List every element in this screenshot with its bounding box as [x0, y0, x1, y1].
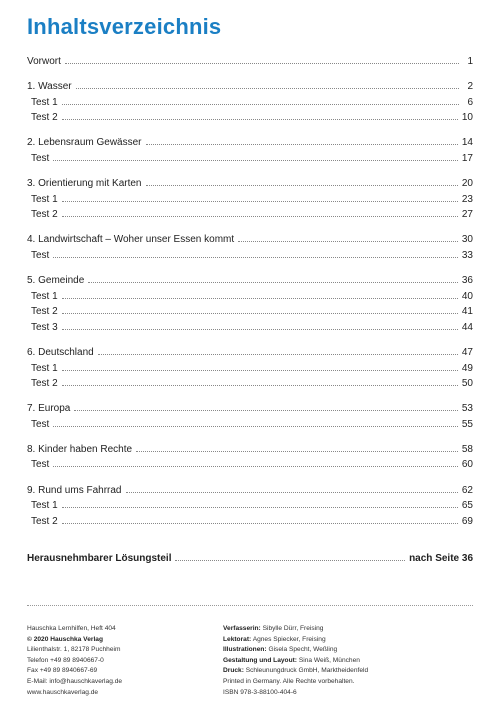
- leader-dots: [65, 62, 459, 64]
- leader-dots: [175, 559, 405, 561]
- toc-entry-label: Vorwort: [27, 56, 61, 67]
- toc-entry-label: Test 2: [31, 378, 58, 390]
- leader-dots: [62, 297, 458, 299]
- leader-dots: [62, 103, 459, 105]
- toc-entry-page: 23: [461, 193, 473, 205]
- imprint-credits: [223, 624, 368, 698]
- toc-subentry: [27, 498, 473, 514]
- leader-dots: [74, 409, 458, 411]
- toc-entry-page: 65: [461, 500, 473, 512]
- toc-subentry: [27, 248, 473, 264]
- imprint-line: Fax +49 89 8940667-69: [27, 667, 98, 675]
- imprint-credit-value: ISBN 978-3-88100-404-6: [223, 688, 297, 696]
- solution-section-row: [27, 553, 473, 564]
- imprint-line: © 2020 Hauschka Verlag: [27, 635, 103, 643]
- imprint-credit-line: [223, 624, 368, 635]
- toc-entry-label: Test: [31, 152, 50, 164]
- imprint-credit-key: Gestaltung und Layout:: [223, 656, 297, 664]
- leader-dots: [62, 312, 458, 314]
- toc-entry-label: Test: [31, 459, 50, 471]
- toc-entry-label: Test: [31, 249, 50, 261]
- toc-entry-page: 2: [467, 81, 473, 93]
- imprint-credit-line: [223, 666, 368, 677]
- leader-dots: [53, 425, 458, 427]
- toc-entry-label: Test 1: [31, 193, 58, 205]
- toc-entry-label: Test 2: [31, 306, 58, 318]
- toc-entry-page: 55: [461, 418, 473, 430]
- toc-entry-page: 30: [461, 234, 473, 246]
- toc-entry-page: 58: [461, 443, 473, 455]
- imprint-credit-line: [223, 635, 368, 646]
- imprint-line: Hauschka Lernhilfen, Heft 404: [27, 625, 116, 632]
- toc-subentry: [27, 320, 473, 336]
- toc-entry-page: 60: [461, 459, 473, 471]
- toc-entry: [27, 79, 473, 95]
- toc-subentry: [27, 151, 473, 167]
- toc-entry-label: Test 2: [31, 112, 58, 124]
- leader-dots: [62, 215, 458, 217]
- toc-entry-label: 8. Kinder haben Rechte: [27, 443, 133, 455]
- toc-entry-page: 41: [461, 306, 473, 318]
- imprint-line: Telefon +49 89 8940667-0: [27, 656, 104, 664]
- solution-section-page: nach Seite 36: [409, 553, 473, 564]
- leader-dots: [62, 328, 458, 330]
- imprint-credit-key: Lektorat:: [223, 635, 252, 643]
- leader-dots: [62, 384, 458, 386]
- toc-entry-page: 17: [461, 152, 473, 164]
- toc-subentry: [27, 457, 473, 473]
- imprint-line: www.hauschkaverlag.de: [27, 688, 99, 696]
- imprint-credit-value: Schleunungdruck GmbH, Marktheidenfeld: [245, 667, 369, 675]
- toc-subentry: [27, 110, 473, 126]
- leader-dots: [62, 369, 458, 371]
- leader-dots: [238, 240, 458, 242]
- imprint-credit-value: Sina Weiß, München: [298, 656, 360, 664]
- leader-dots: [98, 353, 458, 355]
- toc-entry-label: 2. Lebensraum Gewässer: [27, 137, 142, 149]
- footer-divider: [27, 605, 473, 606]
- imprint-publisher: [27, 624, 122, 698]
- solution-section-label: Herausnehmbarer Lösungsteil: [27, 553, 172, 564]
- toc-entry: [27, 135, 473, 151]
- imprint-credit-value: Gisela Specht, Weßling: [268, 646, 338, 654]
- toc-entry-page: 69: [461, 515, 473, 527]
- toc-entry-page: 20: [461, 178, 473, 190]
- toc-subentry: [27, 376, 473, 392]
- toc-entry-page: 49: [461, 362, 473, 374]
- table-of-contents: [27, 54, 473, 529]
- imprint-credit-line: [223, 645, 368, 656]
- toc-entry-label: Test: [31, 418, 50, 430]
- toc-entry-page: 33: [461, 249, 473, 261]
- leader-dots: [76, 87, 459, 89]
- imprint-credit-line: [223, 688, 368, 699]
- toc-entry-page: 1: [467, 56, 473, 67]
- toc-entry: [27, 54, 473, 70]
- toc-entry: [27, 483, 473, 499]
- imprint-credit-line: [223, 656, 368, 667]
- toc-entry-label: 7. Europa: [27, 403, 71, 415]
- leader-dots: [126, 491, 458, 493]
- toc-entry: [27, 401, 473, 417]
- toc-entry-page: 10: [461, 112, 473, 124]
- imprint-credit-value: Sibylle Dürr, Freising: [262, 625, 324, 632]
- toc-entry-label: Test 1: [31, 500, 58, 512]
- page-title: Inhaltsverzeichnis: [27, 14, 222, 39]
- leader-dots: [146, 184, 458, 186]
- imprint-credit-key: Illustrationen:: [223, 646, 267, 654]
- toc-entry-label: 5. Gemeinde: [27, 275, 85, 287]
- toc-entry-label: 3. Orientierung mit Karten: [27, 178, 142, 190]
- toc-entry-label: 4. Landwirtschaft – Woher unser Essen kommt: [27, 234, 235, 246]
- imprint-credit-line: [223, 677, 368, 688]
- imprint-credit-key: Verfasserin:: [223, 625, 261, 632]
- imprint-credit-value: Agnes Spiecker, Freising: [252, 635, 326, 643]
- leader-dots: [62, 522, 458, 524]
- toc-entry-label: Test 3: [31, 321, 58, 333]
- toc-entry-label: Test 1: [31, 290, 58, 302]
- toc-entry-label: 1. Wasser: [27, 81, 72, 93]
- toc-entry: [27, 273, 473, 289]
- toc-subentry: [27, 192, 473, 208]
- toc-entry-page: 40: [461, 290, 473, 302]
- imprint-credit-key: Druck:: [223, 667, 244, 675]
- toc-entry-label: Test 1: [31, 96, 58, 108]
- toc-subentry: [27, 304, 473, 320]
- toc-entry-page: 14: [461, 137, 473, 149]
- toc-entry-page: 47: [461, 346, 473, 358]
- toc-entry-page: 62: [461, 484, 473, 496]
- toc-entry-page: 36: [461, 275, 473, 287]
- leader-dots: [53, 465, 458, 467]
- toc-entry: [27, 345, 473, 361]
- leader-dots: [53, 159, 458, 161]
- toc-entry-label: Test 1: [31, 362, 58, 374]
- toc-subentry: [27, 417, 473, 433]
- toc-entry-label: 6. Deutschland: [27, 346, 94, 358]
- toc-entry: [27, 442, 473, 458]
- leader-dots: [88, 281, 458, 283]
- leader-dots: [146, 143, 458, 145]
- toc-entry-label: 9. Rund ums Fahrrad: [27, 484, 122, 496]
- toc-entry-page: 50: [461, 378, 473, 390]
- toc-entry: [27, 232, 473, 248]
- toc-entry-page: 44: [461, 321, 473, 333]
- leader-dots: [53, 256, 458, 258]
- toc-entry-page: 53: [461, 403, 473, 415]
- toc-entry: [27, 176, 473, 192]
- leader-dots: [136, 450, 458, 452]
- leader-dots: [62, 200, 458, 202]
- toc-entry-page: 27: [461, 209, 473, 221]
- toc-subentry: [27, 95, 473, 111]
- toc-entry-label: Test 2: [31, 515, 58, 527]
- toc-subentry: [27, 207, 473, 223]
- toc-subentry: [27, 361, 473, 377]
- toc-subentry: [27, 514, 473, 530]
- imprint-credit-value: Printed in Germany. Alle Rechte vorbehalten.: [223, 677, 355, 685]
- imprint-line: E-Mail: info@hauschkaverlag.de: [27, 677, 123, 685]
- toc-entry-label: Test 2: [31, 209, 58, 221]
- toc-entry-page: 6: [467, 96, 473, 108]
- leader-dots: [62, 118, 458, 120]
- leader-dots: [62, 506, 458, 508]
- imprint-line: Lilienthalstr. 1, 82178 Puchheim: [27, 646, 121, 654]
- toc-subentry: [27, 289, 473, 305]
